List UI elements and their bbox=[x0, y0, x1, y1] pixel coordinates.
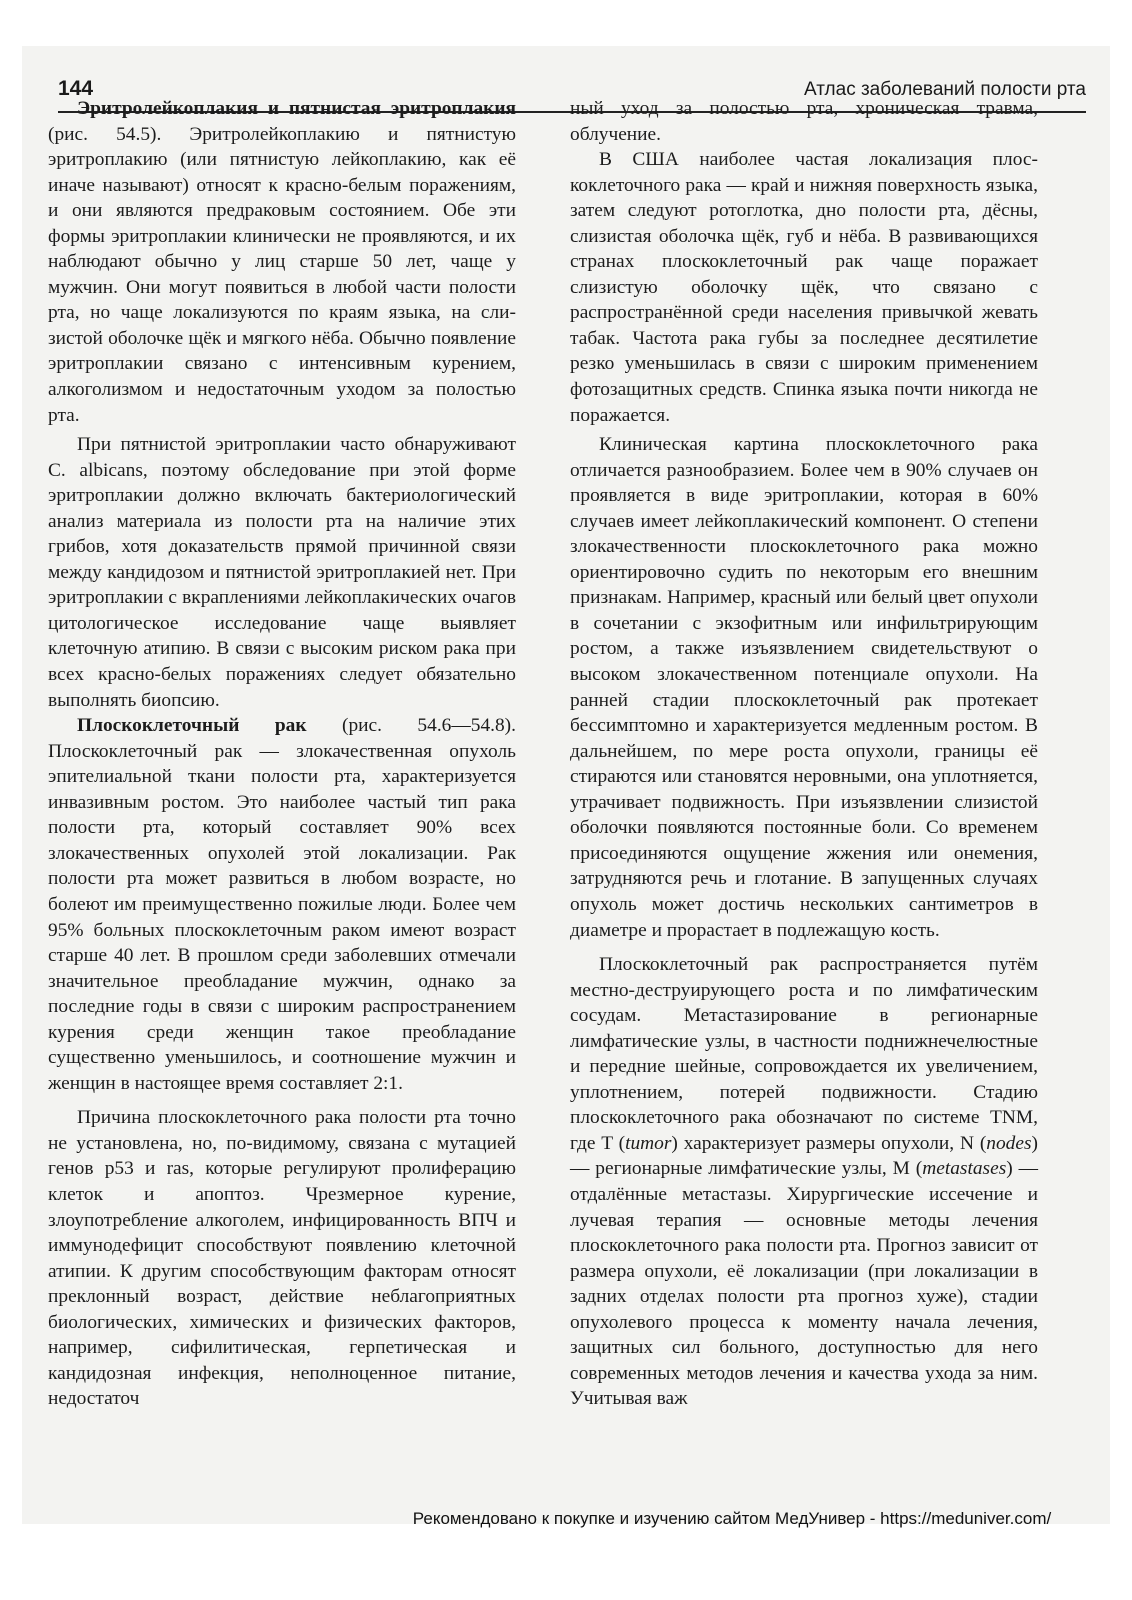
paragraph: При пятнистой эритроплакии часто обнаруживают C. albicans, поэтому обследование при этой форме эритроплакии должно включать бактериологический анализ материала из полости рта на наличие этих грибов, хотя доказательств прямой причинной связи между кандидозом и пятнистой эритроплакией нет. При эритроплакии с вкраплениями лейкоплакических очагов цитологическое исследование чаще выявляет клеточную атипию. В связи с высоким риском рака при всех красно-белых поражениях следует обязательно выполнять биопсию. bbox=[48, 434, 516, 711]
term-heading: Плоскоклеточный рак bbox=[77, 715, 307, 737]
paragraph-text: ) — регионарные лимфатические узлы, M ( bbox=[570, 1132, 1038, 1180]
watermark-text: Рекомендовано к покупке и изучению сайтом МедУнивер - https://meduniver.com/ bbox=[412, 1509, 1052, 1528]
paragraph: В США наиболее частая локализация плоскоклеточного рака — край и нижняя поверхность языка, затем следуют ротоглотка, дно полости рта, дёсны, слизистая оболочка щёк, губ и нёба. В развивающихся странах плоскоклеточный рак чаще поражает слизистую оболочку щёк, что связано с распространённой среди населения привычкой жевать табак. Частота рака губы за последнее десятилетие резко уменьшилась в связи с широким применением фотозащитных средств. Спинка языка почти никогда не поражается. bbox=[570, 149, 1038, 426]
paragraph-text: ) характеризует размеры опухоли, N ( bbox=[671, 1132, 987, 1154]
footer-watermark bbox=[0, 1509, 1132, 1529]
paragraph-text: Плоскоклеточный рак распространяется путём местно-деструирующего роста и по лимфатическим сосудам. Метастазирование в регионарные лимфатические узлы, в частности поднижнечелюстные и передние шейные, сопровождается их увеличением, уплотнением, потерей подвижности. Стадию плоскоклеточного рака обозначают по системе TNM, где T ( bbox=[570, 954, 1038, 1154]
term-italic: metastases bbox=[922, 1158, 1007, 1180]
term-italic: nodes bbox=[986, 1132, 1032, 1154]
page-number: 144 bbox=[58, 77, 94, 100]
paragraph bbox=[570, 952, 1038, 1412]
paragraph bbox=[48, 96, 516, 428]
paragraph-text: ) — отдалённые метастазы. Хирургические иссечение и лучевая терапия — основные методы лечения плоскоклеточного рака полости рта. Прогноз зависит от размера опухоли, её локализации (при локализации в задних отделах полости рта прогноз хуже), стадии опухолевого процесса к моменту начала лечения, защитных сил больного, доступностью для него современных методов лечения и качества ухода за ним. Учитывая важ bbox=[570, 1158, 1038, 1410]
paragraph-text: (рис. 54.5). Эритролейкоплакию и пятнистую эритроплакию (или пятнистую лейкоплакию, как её иначе называют) относят к красно-белым поражениям, и они являются предраковым состоянием. Обе эти формы эритроплакии клинически не проявляются, и их наблюдают обычно у лиц старше 50 лет, чаще у мужчин. Они могут появиться в любой части полости рта, но чаще локализуются по краям языка, на слизистой оболочке щёк и мягкого нёба. Обычно появление эритроплакии связано с интенсивным курением, алкоголизмом и недостаточным уходом за полостью рта. bbox=[48, 123, 516, 426]
paragraph-text: (рис. 54.6—54.8). Плоскоклеточный рак — злокачественная опухоль эпителиальной ткани полости рта, характеризуется инвазивным ростом. Это наиболее частый тип рака полости рта, который составляет 90% всех злокачественных опухолей этой локализации. Рак полости рта может развиться в любом возрасте, но болеют им преимущественно пожилые люди. Более чем 95% больных плоскоклеточным раком имеют возраст старше 40 лет. В прошлом среди заболевших отмечали значительное преобладание мужчин, однако за последние годы в связи с широким распространением курения среди женщин такое преобладание существенно уменьшилось, и соотношение мужчин и женщин в настоящее время составляет 2:1. bbox=[48, 715, 516, 1094]
left-column bbox=[48, 96, 516, 1412]
term-italic: tumor bbox=[625, 1132, 672, 1154]
right-column bbox=[570, 96, 1038, 1412]
running-title: Атлас заболеваний полости рта bbox=[804, 79, 1086, 100]
term-heading: Эритролейкоплакия и пятнистая эритроплакия bbox=[77, 98, 516, 119]
paragraph: Причина плоскоклеточного рака полости рта точно не установлена, но, по-видимому, связана с мутацией генов p53 и ras, которые регулируют пролиферацию клеток и апоптоз. Чрезмерное курение, злоупотребление алкоголем, инфицированность ВПЧ и иммунодефицит способствуют появлению клеточной атипии. К другим способствующим факторам относят преклонный возраст, действие неблагоприятных биологических, химических и физических факторов, например, сифилитическая, герпетическая и кандидозная инфекция, неполноценное питание, недостаточ bbox=[48, 1107, 516, 1410]
paragraph: ный уход за полостью рта, хроническая травма, облучение. bbox=[570, 98, 1038, 145]
paragraph bbox=[48, 713, 516, 1096]
paragraph: Клиническая картина плоскоклеточного рака отличается разнообразием. Более чем в 90% случаев он проявляется в виде эритроплакии, которая в 60% случаев имеет лейкоплакический компонент. О степени злокачественности плоскоклеточного рака можно ориентировочно судить по некоторым его внешним признакам. Например, красный или белый цвет опухоли в сочетании с экзофитным или инфильтрирующим ростом, а также изъязвлением свидетельствуют о высоком злокачественном потенциале опухоли. На ранней стадии плоскоклеточный рак протекает бессимптомно и характеризуется медленным ростом. В дальнейшем, по мере роста опухоли, границы её стираются или становятся неровными, она уплотняется, утрачивает подвижность. При изъязвлении слизистой оболочки появляются постоянные боли. Со временем присоединяются ощущение жжения или онемения, затрудняются речь и глотание. В запущенных случаях опухоль может достичь нескольких сантиметров в диаметре и прорастает в подлежащую кость. bbox=[570, 434, 1038, 941]
